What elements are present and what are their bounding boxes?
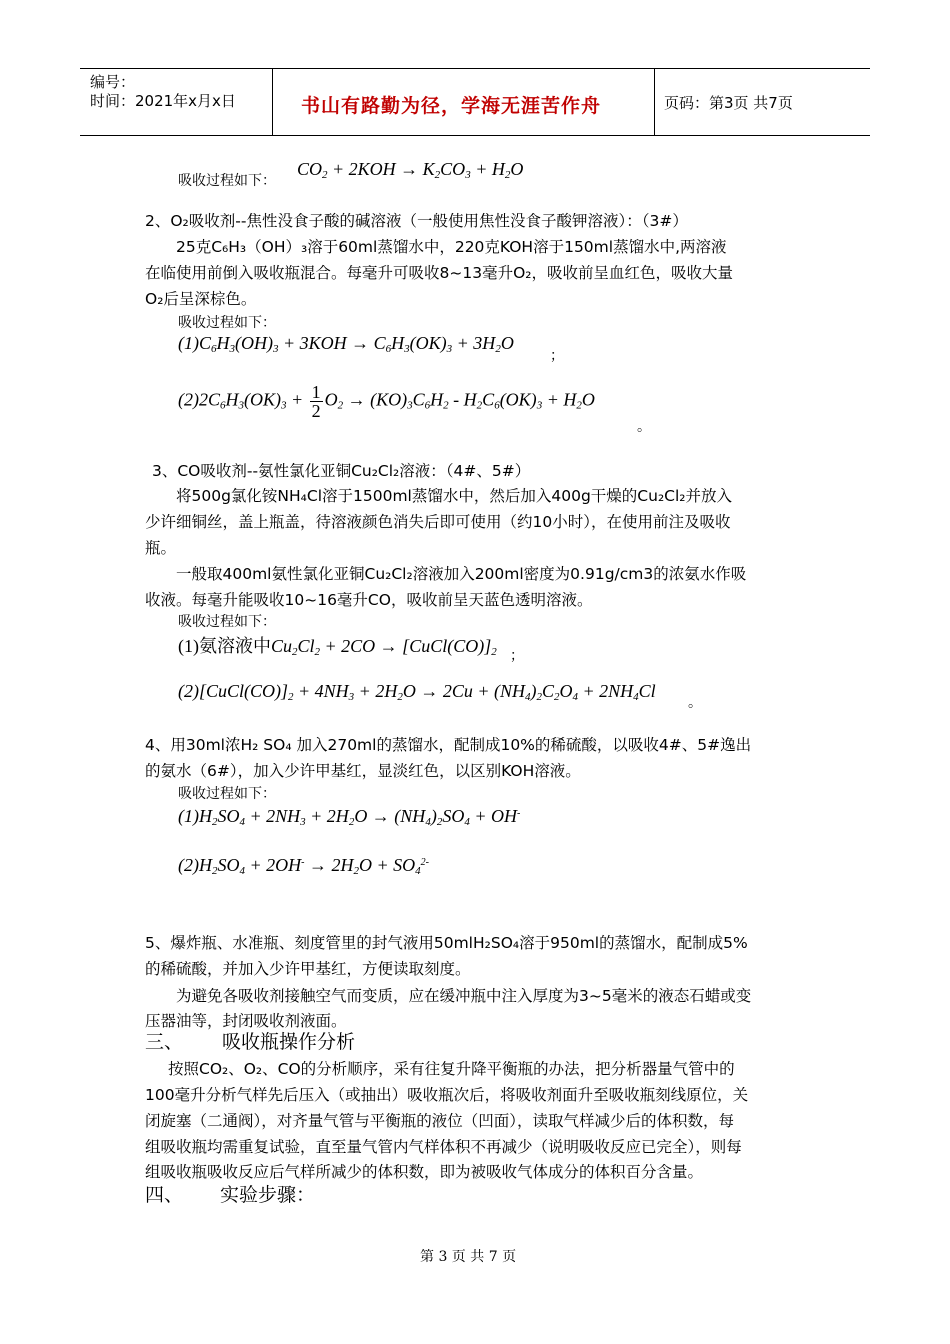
sec4-process-label: 吸收过程如下：	[178, 786, 276, 802]
sec3-equation-1-end: ；	[510, 648, 524, 664]
sec3-title: 3、CO吸收剂--氨性氯化亚铜Cu₂Cl₂溶液：（4#、5#）	[152, 462, 531, 480]
co2-equation: $CO_2 + 2KOH \to K_2CO_3 + H_2O$	[297, 159, 524, 181]
header-divider-1	[272, 68, 273, 136]
heading-3-title: 吸收瓶操作分析	[222, 1031, 356, 1053]
sec3-para1-line3: 瓶。	[145, 539, 177, 557]
sec3-para2-line1: 一般取400ml氨性氯化亚铜Cu₂Cl₂溶液加入200ml密度为0.91g/cm3的浓氨水作吸	[176, 565, 747, 583]
sec3-para2-line2: 收液。每毫升能吸收10~16毫升CO，吸收前呈天蓝色透明溶液。	[145, 591, 593, 609]
heading-4-number: 四、	[145, 1184, 184, 1206]
header-motto: 书山有路勤为径，学海无涯苦作舟	[301, 95, 602, 117]
sec3-equation-2-end: 。	[688, 695, 702, 711]
sec2-para-line1: 25克C₆H₃（OH）₃溶于60ml蒸馏水中，220克KOH溶于150ml蒸馏水中,两溶液	[176, 238, 727, 256]
heading-4-title: 实验步骤：	[220, 1184, 316, 1206]
header-number-label: 编号：	[90, 73, 136, 91]
sec4-line1: 4、用30ml浓H₂ SO₄ 加入270ml的蒸馏水，配制成10%的稀硫酸，以吸收4#、5#逸出	[145, 736, 752, 754]
sec5-para2-line1: 为避免各吸收剂接触空气而变质，应在缓冲瓶中注入厚度为3~5毫米的液态石蜡或变	[176, 987, 752, 1005]
analysis-line1: 按照CO₂、O₂、CO的分析顺序，采有往复升降平衡瓶的办法，把分析器量气管中的	[168, 1060, 735, 1078]
sec2-para-line2: 在临使用前倒入吸收瓶混合。每毫升可吸收8~13毫升O₂，吸收前呈血红色，吸收大量	[145, 264, 733, 282]
sec2-equation-1-end: ；	[550, 348, 564, 364]
sec2-equation-2-end: 。	[637, 419, 651, 435]
header-divider-2	[654, 68, 655, 136]
sec4-line2: 的氨水（6#），加入少许甲基红，显淡红色，以区别KOH溶液。	[145, 762, 581, 780]
sec3-process-label: 吸收过程如下：	[178, 614, 276, 630]
sec3-para1-line1: 将500g氯化铵NH₄Cl溶于1500ml蒸馏水中，然后加入400g干燥的Cu₂Cl₂并放入	[176, 487, 732, 505]
sec5-line1: 5、爆炸瓶、水准瓶、刻度管里的封气液用50mlH₂SO₄溶于950ml的蒸馏水，配制成5%	[145, 934, 748, 952]
page-footer: 第 3 页 共 7 页	[420, 1249, 517, 1265]
header-top-border	[80, 68, 870, 69]
sec2-equation-2: $(2)2C_6H_3(OK)_3$ + $\frac{1}{2}$ $O_2 \to (KO)_3C_6H_2 - H_2C_6(OK)_3 + H_2O$	[178, 382, 595, 421]
analysis-line4: 组吸收瓶均需重复试验，直至量气管内气样体积不再减少（说明吸收反应已完全），则每	[145, 1138, 742, 1156]
sec5-line2: 的稀硫酸，并加入少许甲基红，方便读取刻度。	[145, 960, 471, 978]
sec5-para2-line2: 压器油等，封闭吸收剂液面。	[145, 1012, 347, 1030]
sec4-equation-1: $(1)H_2SO_4 + 2NH_3 + 2H_2O \to (NH_4)_2SO_4 + OH^-$	[178, 806, 521, 828]
analysis-line2: 100毫升分析气样先后压入（或抽出）吸收瓶次后，将吸收剂面升至吸收瓶刻线原位，关	[145, 1086, 749, 1104]
sec4-equation-2: $(2)H_2SO_4 + 2OH^- \to 2H_2O + SO_4^{2-}$	[178, 855, 429, 877]
heading-3-number: 三、	[145, 1031, 184, 1053]
sec2-process-label: 吸收过程如下：	[178, 315, 276, 331]
analysis-line5: 组吸收瓶吸收反应后气样所减少的体积数，即为被吸收气体成分的体积百分含量。	[145, 1163, 704, 1181]
analysis-line3: 闭旋塞（二通阀），对齐量气管与平衡瓶的液位（凹面），读取气样减少后的体积数，每	[145, 1112, 735, 1130]
header-page-info: 页码：第3页 共7页	[664, 94, 793, 112]
sec2-equation-1: $(1)C_6H_3(OH)_3 + 3KOH \to C_6H_3(OK)_3 + 3H_2O$	[178, 333, 514, 355]
sec3-equation-1: (1)氨溶液中$Cu_2Cl_2 + 2CO$ → $[CuCl(CO)]_2$	[178, 636, 497, 658]
sec2-title: 2、O₂吸收剂--焦性没食子酸的碱溶液（一般使用焦性没食子酸钾溶液）：（3#）	[145, 212, 688, 230]
sec3-equation-2: $(2)[CuCl(CO)]_2 + 4NH_3 + 2H_2O \to 2Cu + (NH_4)_2C_2O_4 + 2NH_4Cl$	[178, 681, 656, 703]
header-bottom-border	[80, 135, 870, 136]
header-time-label: 时间：2021年x月x日	[90, 92, 236, 110]
sec2-para-line3: O₂后呈深棕色。	[145, 290, 257, 308]
co2-process-label: 吸收过程如下：	[178, 173, 276, 189]
sec3-para1-line2: 少许细铜丝，盖上瓶盖，待溶液颜色消失后即可使用（约10小时），在使用前注及吸收	[145, 513, 731, 531]
sec3-equation-1-prefix: (1)氨溶液中	[178, 636, 271, 656]
